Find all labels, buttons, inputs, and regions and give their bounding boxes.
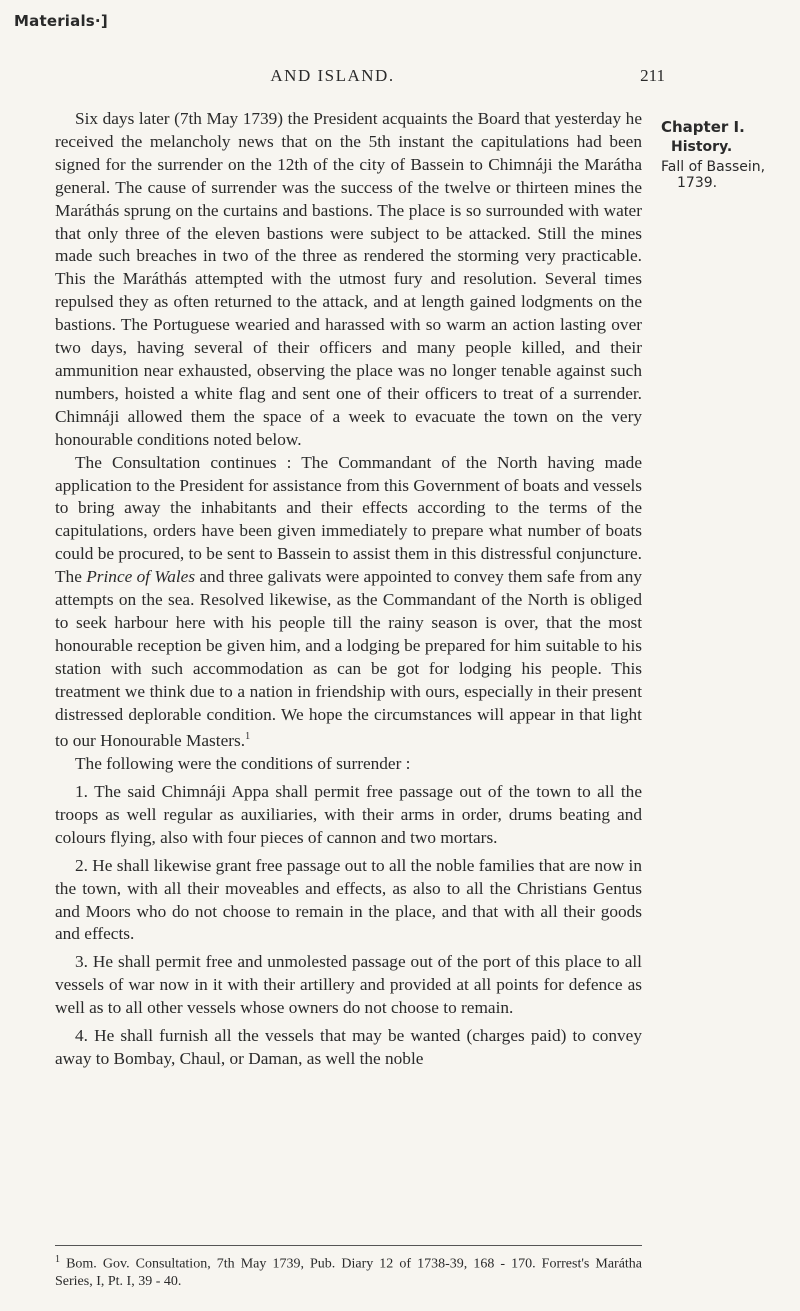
condition-item: 2. He shall likewise grant free passage out to all the noble families that are now in the town, with all their moveables and effects, as also to all the Christians Gentus and Moors who do not choose to remain in the place, and that with all their goods and effects. (55, 855, 642, 944)
margin-note (661, 118, 800, 191)
condition-item: 4. He shall furnish all the vessels that may be wanted (charges paid) to convey away to Bombay, Chaul, or Daman, as well the noble (55, 1026, 642, 1069)
ship-name: Prince of Wales (86, 567, 196, 587)
body-text (55, 108, 642, 1071)
running-head-left: Materials·] (14, 12, 108, 30)
running-head-title: AND ISLAND. (270, 66, 395, 85)
paragraph: Six days later (7th May 1739) the President acquaints the Board that yesterday he received the melancholy news that on the 5th instant the capitulations had been signed for the surrender on the 12th of the city of Bassein to Chimnáji the Marátha general. The cause of surrender was the success of the twelve or thirteen mines the Maráthás sprung on the curtains and bastions. The place is so surrounded with water that only three of the eleven bastions were subject to be attacked. Still the mines made such breaches in two of the three as rendered the storming very practicable. This the Maráthás attempted with the utmost fury and resolution. Several times repulsed they as often returned to the attack, and at length gained lodgments on the bastions. The Portuguese wearied and harassed with so warm an action lasting over two days, having several of their officers and many people killed, and their ammunition near exhausted, observing the place was no longer tenable against such numbers, hoisted a white flag and sent one of their officers to treat of a surrender. Chimnáji allowed them the space of a week to evacuate the town on the very honourable conditions noted below. (55, 109, 642, 449)
footnote (55, 1251, 642, 1291)
condition-item: 3. He shall permit free and unmolested passage out of the port of this place to all vessels of war now in it with their artillery and provided at all points for defence as well as to all other vessels whose owners do not choose to remain. (55, 952, 642, 1018)
paragraph: The following were the conditions of surrender : (75, 754, 411, 774)
paragraph (55, 452, 642, 754)
margin-note-section: History. (671, 139, 733, 155)
footnote-divider (55, 1245, 642, 1246)
paragraph-text: and three galivats were appointed to convey them safe from any attempts on the sea. Resolved likewise, as the Commandant of the North is obliged to seek harbour here with his people till the rainy season is over, that the most honourable reception be given him, and a lodging be prepared for him suitable to his station with such accommodation as can be got for lodging his people. This treatment we think due to a nation in friendship with ours, especially in their present distressed deplorable condition. We hope the circumstances will appear in that light to our Honourable Masters. (55, 567, 642, 751)
footnote-mark: 1 (55, 1254, 60, 1265)
footnote-text: Bom. Gov. Consultation, 7th May 1739, Pub. Diary 12 of 1738-39, 168 - 170. Forrest's Marátha Series, I, Pt. I, 39 - 40. (55, 1256, 643, 1290)
margin-note-year: 1739. (677, 175, 718, 191)
paragraph-text: The Consultation continues : The Commandant of the North having made application to the President for assistance from this Government of boats and vessels to bring away the inhabitants and their effects according to the terms of the capitulations, orders have been given immediately to prepare what number of boats could be procured, to be sent to Bassein to assist them in this distressful conjuncture. The (55, 452, 642, 587)
page-number: 211 (640, 66, 665, 85)
margin-note-topic: Fall of Bassein, (661, 159, 766, 175)
footnote-ref: 1 (245, 731, 251, 743)
margin-note-chapter: Chapter I. (661, 118, 745, 136)
condition-item: 1. The said Chimnáji Appa shall permit free passage out of the town to all the troops as well regular as auxiliaries, with their arms in order, drums beating and colours flying, also with four pieces of cannon and two mortars. (55, 782, 642, 847)
